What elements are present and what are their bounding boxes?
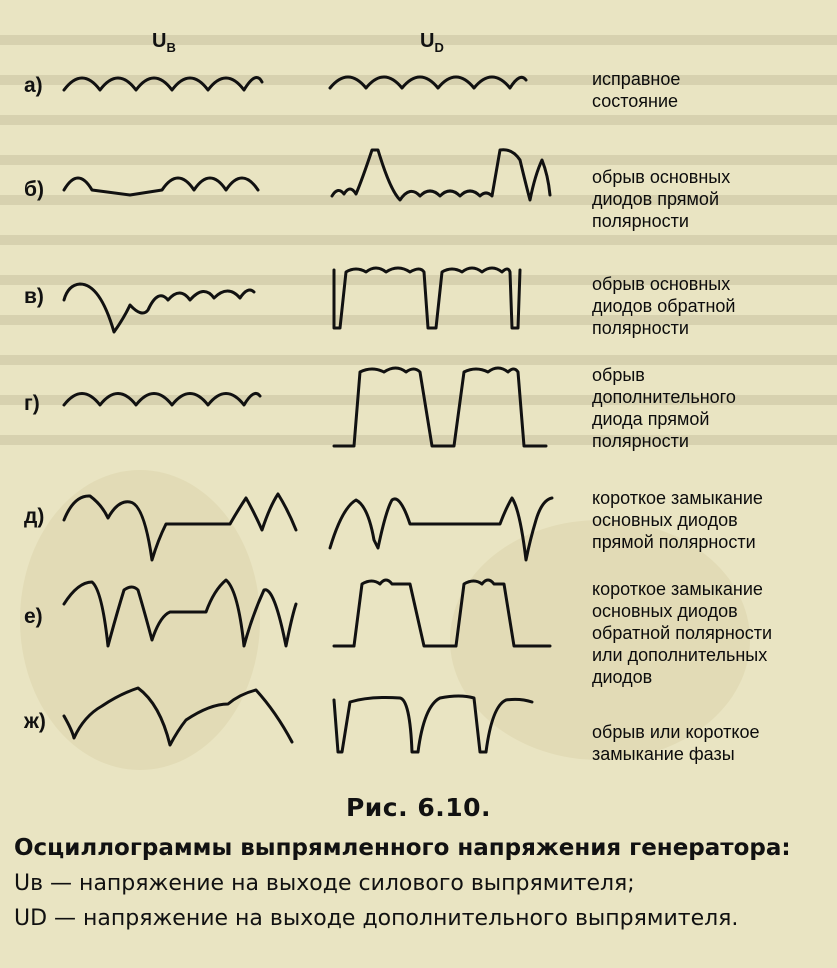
wave-v-ub bbox=[64, 284, 254, 332]
row-letter-a: а) bbox=[24, 74, 43, 97]
wave-zh-ub bbox=[64, 688, 292, 745]
row-d-description: короткое замыкание основных диодов прямой полярности bbox=[592, 488, 763, 552]
row-g-description: обрыв дополнительного диода прямой полярности bbox=[592, 365, 736, 451]
wave-b-ub bbox=[64, 178, 258, 195]
figure-subtitle: Осциллограммы выпрямленного напряжения генератора: bbox=[14, 835, 791, 861]
row-v-description: обрыв основных диодов обратной полярности bbox=[592, 274, 736, 338]
wave-e-ud bbox=[334, 580, 550, 646]
row-b-description: обрыв основных диодов прямой полярности bbox=[592, 167, 731, 231]
row-letter-b: б) bbox=[24, 178, 44, 201]
wave-g-ud bbox=[334, 368, 546, 446]
wave-zh-ud bbox=[334, 696, 532, 752]
wave-a-ud bbox=[330, 77, 526, 88]
row-letter-g: г) bbox=[24, 392, 40, 415]
row-zh-description: обрыв или короткое замыкание фазы bbox=[592, 722, 760, 764]
row-e-description: короткое замыкание основных диодов обратной полярности или дополнительных диодов bbox=[592, 579, 773, 687]
row-letter-zh: ж) bbox=[24, 710, 46, 733]
ud-column-header: $U_D$ bbox=[420, 30, 444, 55]
caption-line-ub: Uв — напряжение на выходе силового выпрямителя; bbox=[14, 871, 635, 896]
wave-g-ub bbox=[64, 393, 260, 405]
wave-v-ud bbox=[334, 268, 520, 328]
wave-d-ub bbox=[64, 494, 296, 560]
row-letter-v: в) bbox=[24, 285, 44, 308]
ub-column-header: $U_B$ bbox=[152, 30, 176, 55]
figure-title: Рис. 6.10. bbox=[345, 793, 492, 822]
row-letter-d: д) bbox=[24, 505, 45, 528]
wave-a-ub bbox=[64, 78, 262, 91]
row-letter-e: е) bbox=[24, 605, 43, 628]
wave-b-ud bbox=[332, 150, 550, 200]
wave-e-ub bbox=[64, 580, 296, 646]
caption-line-ud: UD — напряжение на выходе дополнительного выпрямителя. bbox=[14, 906, 739, 931]
wave-d-ud bbox=[330, 498, 552, 560]
row-a-description: исправное состояние bbox=[592, 69, 681, 111]
